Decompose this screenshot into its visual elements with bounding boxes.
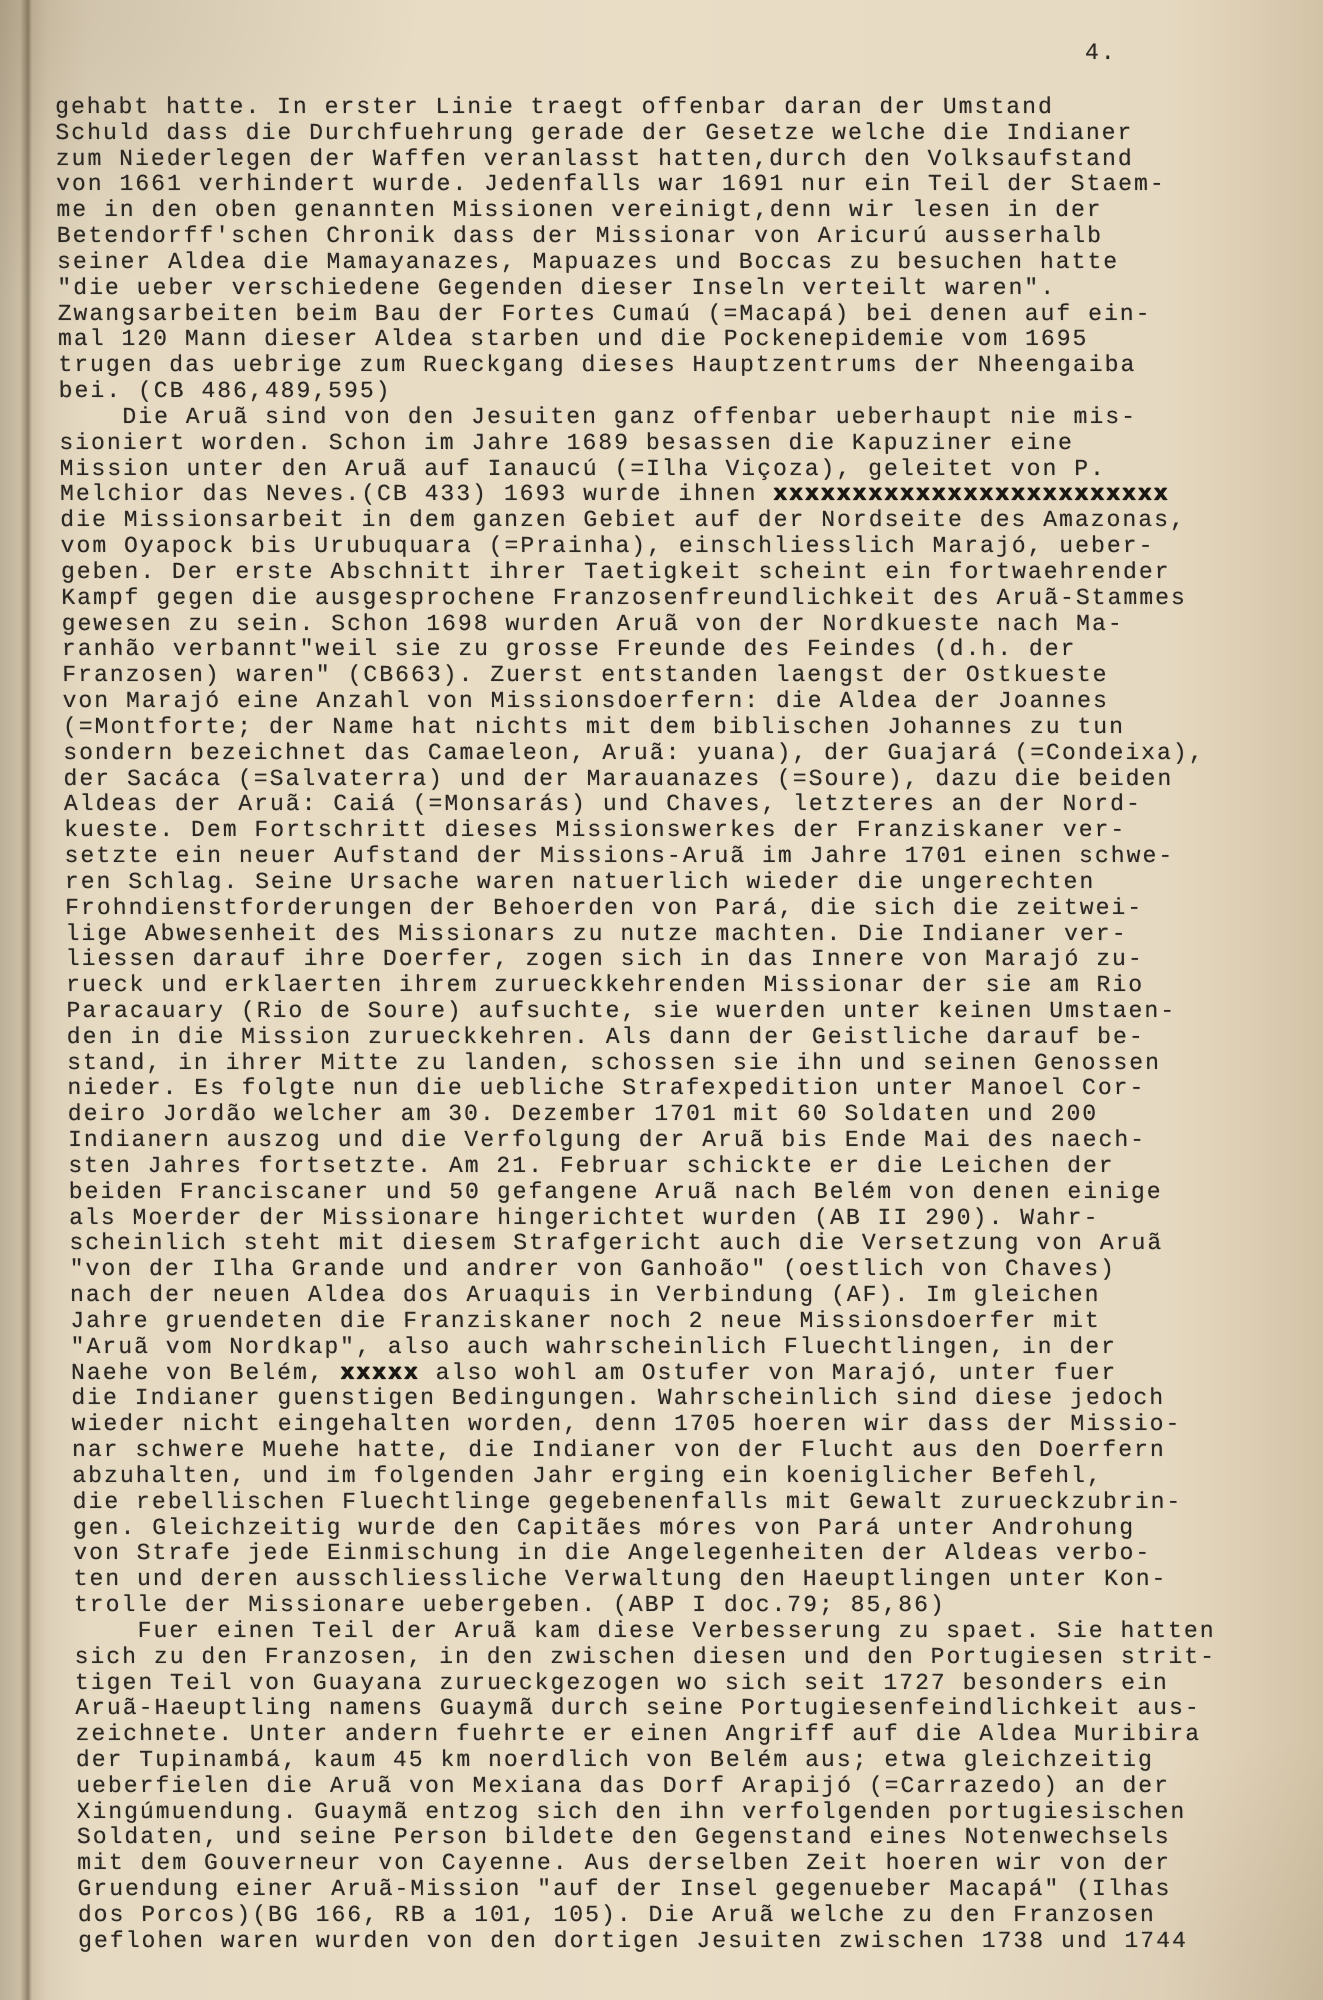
text-line: zum Niederlegen der Waffen veranlasst hatten,durch den Volksaufstand xyxy=(55,145,1134,172)
text-line: dos Porcos)(BG 166, RB a 101, 105). Die Aruã welche zu den Franzosen xyxy=(77,1901,1156,1928)
text-line: deiro Jordão welcher am 30. Dezember 1701 mit 60 Soldaten und 200 xyxy=(67,1101,1099,1128)
text-line: stand, in ihrer Mitte zu landen, schossen sie ihn und seinen Genossen xyxy=(66,1049,1162,1076)
text-line: Kampf gegen die ausgesprochene Franzosenfreundlichkeit des Aruã-Stammes xyxy=(61,584,1187,611)
line-text: Naehe von Belém, xyxy=(70,1359,341,1386)
text-line: den in die Mission zurueckkehren. Als dann der Geistliche darauf be- xyxy=(66,1023,1145,1050)
text-line: Aruã-Haeuptling namens Guaymã durch seine Portugiesenfeindlichkeit aus- xyxy=(75,1695,1201,1722)
text-line: vom Oyapock bis Urubuquara (=Prainha), einschliesslich Marajó, ueber- xyxy=(60,533,1155,560)
text-line: gehabt hatte. In erster Linie traegt offenbar daran der Umstand xyxy=(54,94,1055,120)
line-text: also wohl am Ostufer von Marajó, unter fuer xyxy=(419,1359,1118,1386)
text-line: nar schwere Muehe hatte, die Indianer von der Flucht aus den Doerfern xyxy=(71,1437,1167,1464)
text-line: wieder nicht eingehalten worden, denn 1705 hoeren wir dass der Missio- xyxy=(71,1411,1182,1438)
text-line: me in den oben genannten Missionen vereinigt,denn wir lesen in der xyxy=(56,197,1103,224)
text-line: sich zu den Franzosen, in den zwischen diesen und den Portugiesen strit- xyxy=(74,1643,1217,1670)
text-line: seiner Aldea die Mamayanazes, Mapuazes und Boccas zu besuchen hatte xyxy=(56,248,1120,275)
text-line: ten und deren ausschliessliche Verwaltung den Haeuptlingen unter Kon- xyxy=(73,1566,1168,1593)
text-line: gen. Gleichzeitig wurde den Capitães móres von Pará unter Androhung xyxy=(72,1514,1136,1541)
text-line: der Tupinambá, kaum 45 km noerdlich von Belém aus; etwa gleichzeitig xyxy=(75,1747,1155,1773)
text-line: von Marajó eine Anzahl von Missionsdoerfern: die Aldea der Joannes xyxy=(62,688,1110,715)
text-line: Frohndienstforderungen der Behoerden von Pará, die sich die zeitwei- xyxy=(65,894,1144,921)
text-line: die rebellischen Fluechtlinge gegebenenfalls mit Gewalt zurueckzubrin- xyxy=(72,1488,1183,1515)
text-line: scheinlich steht mit diesem Strafgericht auch die Versetzung von Aruã xyxy=(69,1230,1164,1257)
text-line: setzte ein neuer Aufstand der Missions-Aruã im Jahre 1701 einen schwe- xyxy=(64,843,1175,870)
text-line: bei. (CB 486,489,595) xyxy=(58,378,392,405)
text-line: lige Abwesenheit des Missionars zu nutze machten. Die Indianer ver- xyxy=(65,920,1128,947)
text-line: rueck und erklaerten ihrem zurueckkehrenden Missionar der sie am Rio xyxy=(66,972,1145,999)
paragraph-start-line: Die Aruã sind von den Jesuiten ganz offenbar ueberhaupt nie mis- xyxy=(122,403,1138,430)
text-line: die Missionsarbeit in dem ganzen Gebiet auf der Nordseite des Amazonas, xyxy=(60,507,1187,534)
text-line: Gruendung einer Aruã-Mission "auf der Insel gegenueber Macapá" (Ilhas xyxy=(77,1876,1172,1903)
text-line: ranhão verbannt"weil sie zu grosse Freunde des Feindes (d.h. der xyxy=(61,636,1077,663)
text-line: nieder. Es folgte nun die uebliche Strafexpedition unter Manoel Cor- xyxy=(67,1075,1146,1102)
text-line: "von der Ilha Grande und andrer von Ganhoão" (oestlich von Chaves) xyxy=(69,1256,1117,1283)
text-line: liessen darauf ihre Doerfer, zogen sich in das Innere von Marajó zu- xyxy=(65,946,1144,973)
text-line: Zwangsarbeiten beim Bau der Fortes Cumaú (=Macapá) bei denen auf ein- xyxy=(57,300,1152,327)
text-line: Indianern auszog und die Verfolgung der Aruã bis Ende Mai des naech- xyxy=(67,1127,1147,1154)
typewritten-text xyxy=(55,95,1220,1955)
text-line: sondern bezeichnet das Camaeleon, Aruã: yuana), der Guajará (=Condeixa), xyxy=(63,739,1205,766)
text-line: sioniert worden. Schon im Jahre 1689 besassen die Kapuziner eine xyxy=(59,429,1075,456)
text-line: mal 120 Mann dieser Aldea starben und die Pockenepidemie vom 1695 xyxy=(57,326,1089,353)
text-line: sten Jahres fortsetzte. Am 21. Februar schickte er die Leichen der xyxy=(68,1152,1115,1179)
text-line: "die ueber verschiedene Gegenden dieser Inseln verteilt waren". xyxy=(57,274,1057,301)
text-line: die Indianer guenstigen Bedingungen. Wahrscheinlich sind diese jedoch xyxy=(71,1385,1166,1412)
text-line: (=Montforte; der Name hat nichts mit dem biblischen Johannes zu tun xyxy=(62,713,1126,740)
paragraph-start-line: Fuer einen Teil der Aruã kam diese Verbesserung zu spaet. Sie hatten xyxy=(137,1617,1216,1644)
text-line: geben. Der erste Abschnitt ihrer Taetigkeit scheint ein fortwaehrender xyxy=(60,558,1171,585)
text-line: Franzosen) waren" (CB663). Zuerst entstanden laengst der Ostkueste xyxy=(62,662,1109,689)
page-number: 4. xyxy=(1085,40,1117,66)
text-line: trolle der Missionare uebergeben. (ABP I doc.79; 85,86) xyxy=(73,1592,947,1619)
text-line: Betendorff'schen Chronik dass der Missionar von Aricurú ausserhalb xyxy=(56,223,1104,250)
struck-out-text: xxxxxxxxxxxxxxxxxxxxxxxxx xyxy=(773,481,1170,508)
text-line: ren Schlag. Seine Ursache waren natuerlich wieder die ungerechten xyxy=(64,868,1096,895)
text-line: mit dem Gouverneur von Cayenne. Aus derselben Zeit hoeren wir von der xyxy=(77,1850,1172,1877)
text-line: Soldaten, und seine Person bildete den Gegenstand eines Notenwechsels xyxy=(76,1824,1171,1851)
text-line: geflohen waren wurden von den dortigen Jesuiten zwischen 1738 und 1744 xyxy=(78,1927,1189,1954)
line-text: Melchior das Neves.(CB 433) 1693 wurde ihnen xyxy=(59,481,774,508)
text-line: gewesen zu sein. Schon 1698 wurden Aruã von der Nordkueste nach Ma- xyxy=(61,610,1124,637)
text-line: ueberfielen die Aruã von Mexiana das Dorf Arapijó (=Carrazedo) an der xyxy=(76,1772,1171,1799)
text-line: Aldeas der Aruã: Caiá (=Monsarás) und Chaves, letzteres an der Nord- xyxy=(63,791,1143,818)
text-line: als Moerder der Missionare hingerichtet wurden (AB II 290). Wahr- xyxy=(68,1204,1100,1231)
text-line: Xingúmuendung. Guaymã entzog sich den ihn verfolgenden portugiesischen xyxy=(76,1798,1187,1825)
text-line: der Sacáca (=Salvaterra) und der Marauanazes (=Soure), dazu die beiden xyxy=(63,765,1174,792)
text-line: tigen Teil von Guayana zurueckgezogen wo sich seit 1727 besonders ein xyxy=(74,1669,1169,1696)
text-line: nach der neuen Aldea dos Aruaquis in Verbindung (AF). Im gleichen xyxy=(69,1282,1101,1309)
text-line: Mission unter den Aruã auf Ianaucú (=Ilha Viçoza), geleitet von P. xyxy=(59,455,1107,482)
text-line: Jahre gruendeten die Franziskaner noch 2 neue Missionsdoerfer mit xyxy=(70,1307,1101,1334)
struck-out-text: xxxxx xyxy=(340,1359,420,1386)
text-line: Paracauary (Rio de Soure) aufsuchte, sie wuerden unter keinen Umstaen- xyxy=(66,997,1177,1024)
text-line: trugen das uebrige zum Rueckgang dieses Hauptzentrums der Nheengaiba xyxy=(58,352,1137,379)
text-line: kueste. Dem Fortschritt dieses Missionswerkes der Franziskaner ver- xyxy=(64,817,1127,844)
text-line: Schuld dass die Durchfuehrung gerade der Gesetze welche die Indianer xyxy=(55,119,1134,146)
text-line-with-strikeout xyxy=(60,482,1202,508)
text-line: beiden Franciscaner und 50 gefangene Aruã nach Belém von denen einige xyxy=(68,1178,1163,1205)
text-line: von Strafe jede Einmischung in die Angelegenheiten der Aldeas verbo- xyxy=(73,1540,1152,1567)
text-line: von 1661 verhindert wurde. Jedenfalls war 1691 nur ein Teil der Staem- xyxy=(55,171,1166,198)
text-line-with-strikeout xyxy=(71,1361,1213,1387)
text-line: "Aruã vom Nordkap", also auch wahrscheinlich Fluechtlingen, in der xyxy=(70,1333,1118,1360)
text-line: abzuhalten, und im folgenden Jahr erging ein koeniglicher Befehl, xyxy=(72,1462,1103,1489)
text-line: zeichnete. Unter andern fuehrte er einen Angriff auf die Aldea Muribira xyxy=(75,1721,1202,1748)
